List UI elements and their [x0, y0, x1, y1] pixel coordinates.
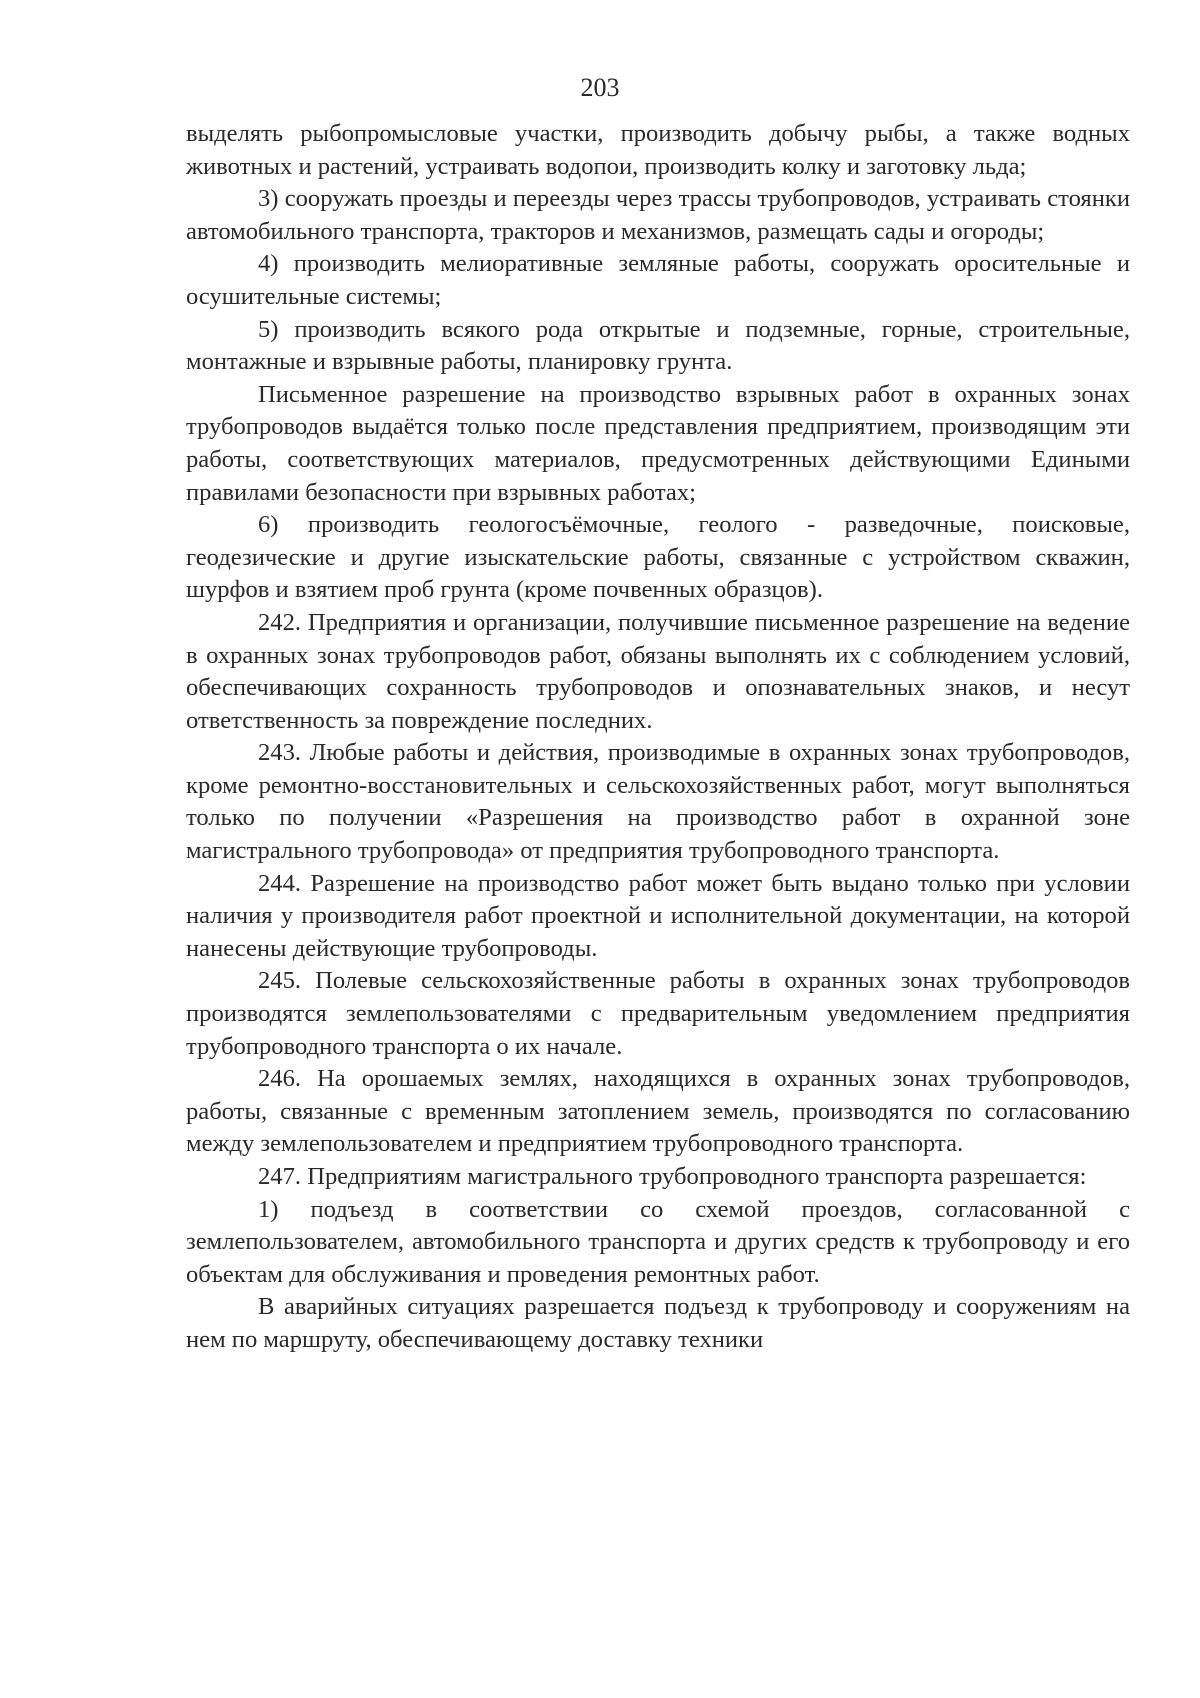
list-item-6: 6) производить геологосъёмочные, геолого - разведочные, поисковые, геодезические и другие изыскательские работы, связанные с устройством скважин, шурфов и взятием проб грунта (кроме почвенных образцов). [186, 511, 1130, 604]
list-item-3: 3) сооружать проезды и переезды через трассы трубопроводов, устраивать стоянки автомобильного транспорта, тракторов и механизмов, размещать сады и огороды; [186, 185, 1130, 245]
paragraph-continuation: выделять рыбопромысловые участки, производить добычу рыбы, а также водных животных и растений, устраивать водопои, производить колку и заготовку льда; [186, 120, 1130, 180]
clause-245: 245. Полевые сельскохозяйственные работы в охранных зонах трубопроводов производятся землепользователями с предварительным уведомлением предприятия трубопроводного транспорта о их начале. [186, 967, 1130, 1060]
list-item-5: 5) производить всякого рода открытые и подземные, горные, строительные, монтажные и взрывные работы, планировку грунта. [186, 315, 1130, 376]
clause-243: 243. Любые работы и действия, производимые в охранных зонах трубопроводов, кроме ремонтно-восстановительных и сельскохозяйственных работ, могут выполняться только по получении «Разрешения на производство работ в охранной зоне магистрального трубопровода» от предприятия трубопроводного транспорта. [186, 739, 1130, 865]
page-number: 203 [580, 73, 620, 102]
paragraph-explosive-works: Письменное разрешение на производство взрывных работ в охранных зонах трубопроводов выдаётся только после представления предприятием, производящим эти работы, соответствующих материалов, предусмотренных действующими Едиными правилами безопасности при взрывных работах; [186, 380, 1130, 506]
clause-244: 244. Разрешение на производство работ может быть выдано только при условии наличия у производителя работ проектной и исполнительной документации, на которой нанесены действующие трубопроводы. [186, 869, 1130, 962]
paragraph-emergency: В аварийных ситуациях разрешается подъезд к трубопроводу и сооружениям на нем по маршруту, обеспечивающему доставку техники [186, 1293, 1130, 1353]
list-item-4: 4) производить мелиоративные земляные работы, сооружать оросительные и осушительные системы; [186, 250, 1130, 310]
clause-242: 242. Предприятия и организации, получившие письменное разрешение на ведение в охранных зонах трубопроводов работ, обязаны выполнять их с соблюдением условий, обеспечивающих сохранность трубопроводов и опознавательных знаков, и несут ответственность за повреждение последних. [186, 608, 1130, 734]
clause-246: 246. На орошаемых землях, находящихся в охранных зонах трубопроводов, работы, связанные с временным затоплением земель, производятся по согласованию между землепользователем и предприятием трубопроводного транспорта. [186, 1065, 1130, 1158]
clause-247: 247. Предприятиям магистрального трубопроводного транспорта разрешается: [258, 1163, 1087, 1190]
clause-247-item-1: 1) подъезд в соответствии со схемой проездов, согласованной с землепользователем, автомобильного транспорта и других средств к трубопроводу и его объектам для обслуживания и проведения ремонтных работ. [186, 1195, 1130, 1288]
document-body [186, 118, 1130, 1357]
